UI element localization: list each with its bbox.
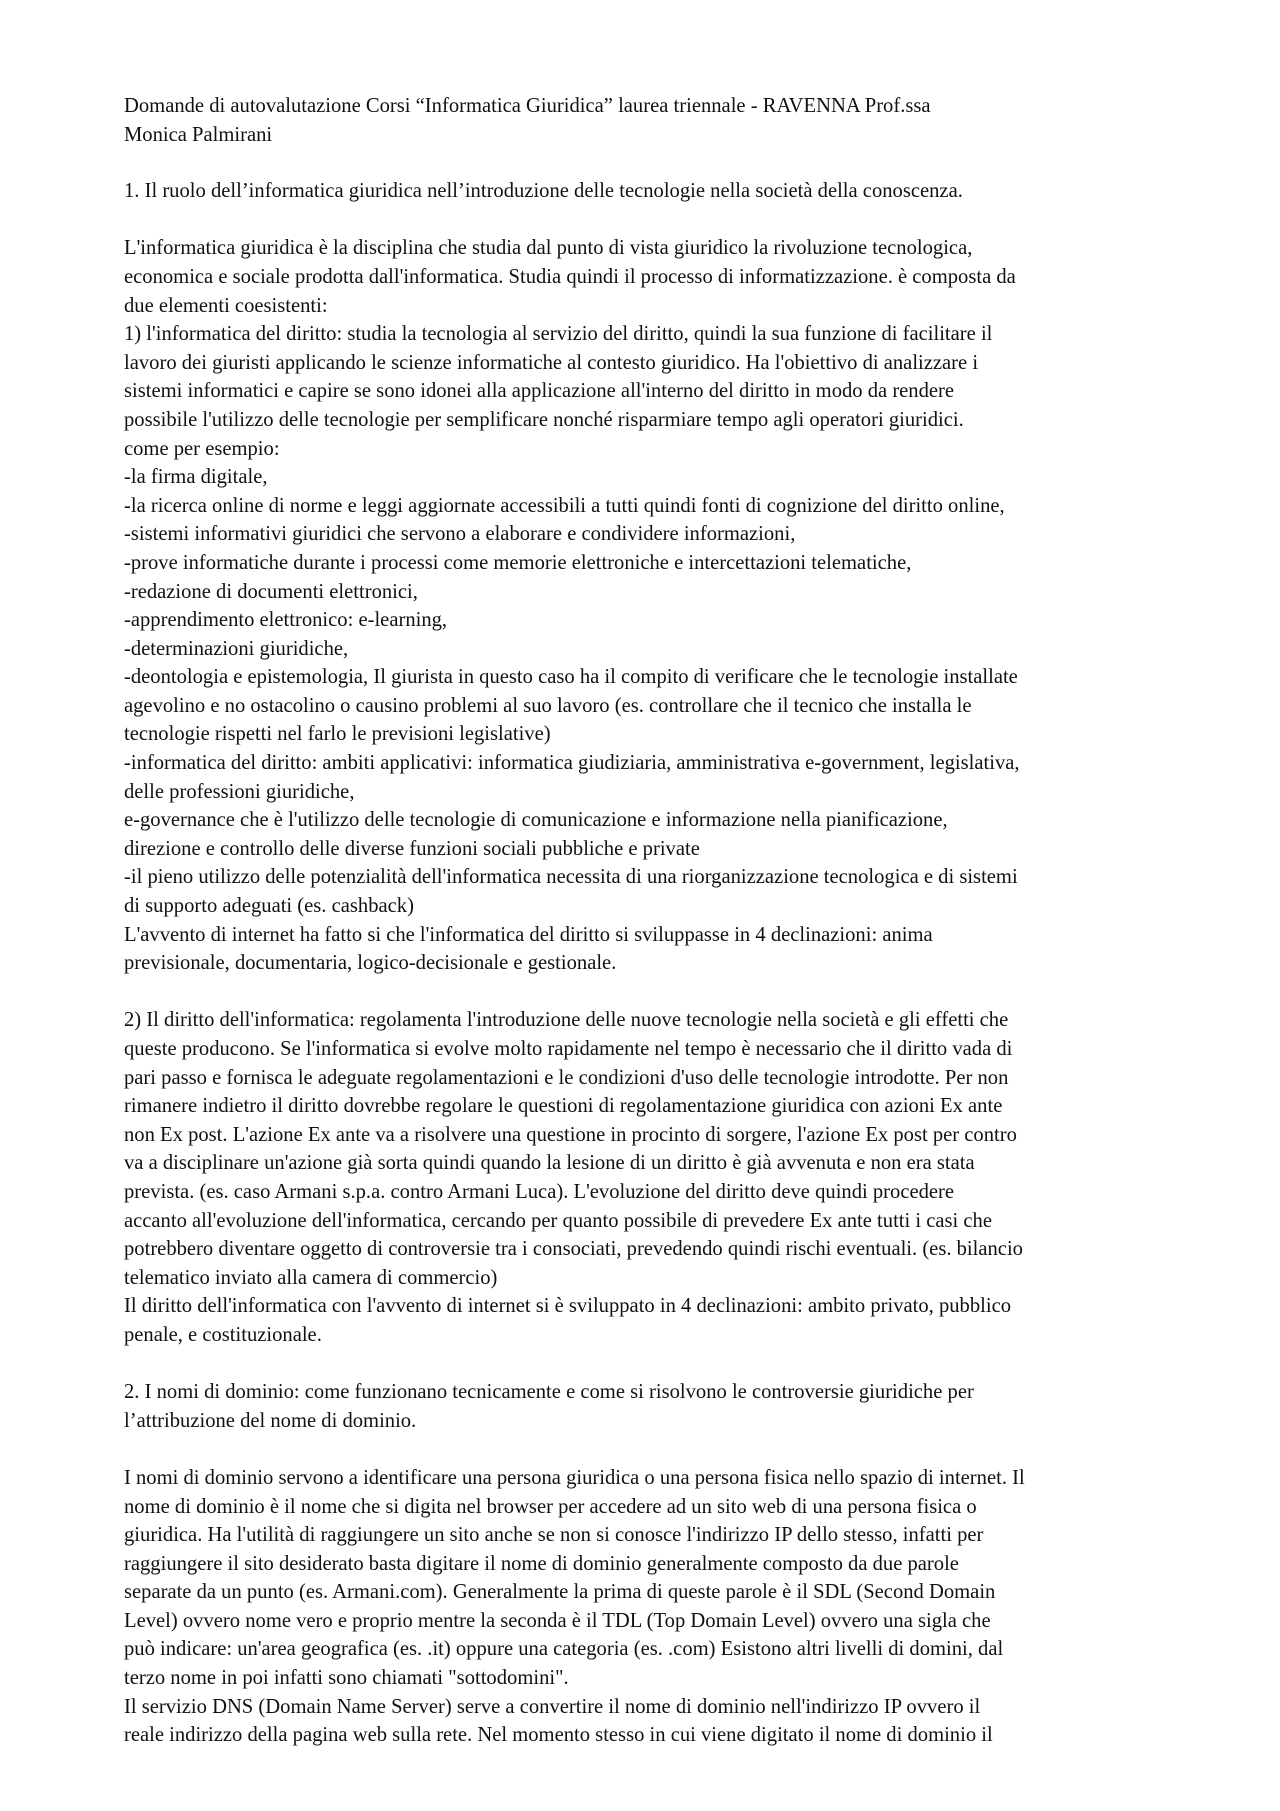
list-item: -informatica del diritto: ambiti applicativi: informatica giudiziaria, amministrativa e-government, legislativa, delle professioni giuridiche, e-governance che è l'utilizzo delle tecnologie di comunicazione e informazione nella pianificazione, direzione e controllo delle diverse funzioni sociali pubbliche e private — [124, 752, 1020, 860]
question-2-heading: 2. I nomi di dominio: come funzionano tecnicamente e come si risolvono le controversie giuridiche per l’attribuzione del nome di dominio. — [124, 1381, 974, 1432]
question-1-heading: 1. Il ruolo dell’informatica giuridica nell’introduzione delle tecnologie nella società della conoscenza. — [124, 180, 963, 203]
document-page — [124, 92, 1174, 1750]
list-item: -determinazioni giuridiche, — [124, 637, 349, 660]
q1-intro-paragraph: L'informatica giuridica è la disciplina che studia dal punto di vista giuridico la rivoluzione tecnologica, economica e sociale prodotta dall'informatica. Studia quindi il processo di informatizzazione. è composta da due elementi coesistenti: 1) l'informatica del diritto: studia la tecnologia al servizio del diritto, quindi la sua funzione di facilitare il lavoro dei giuristi applicando le scienze informatiche al contesto giuridico. Ha l'obiettivo di analizzare i sistemi informatici e capire se sono idonei alla applicazione all'interno del diritto in modo da rendere possibile l'utilizzo delle tecnologie per semplificare nonché risparmiare tempo agli operatori giuridici. come per esempio: — [124, 237, 1016, 460]
list-item: -redazione di documenti elettronici, — [124, 580, 418, 603]
list-item: -il pieno utilizzo delle potenzialità dell'informatica necessita di una riorganizzazione tecnologica e di sistemi di supporto adeguati (es. cashback) — [124, 866, 1018, 918]
document-title: Domande di autovalutazione Corsi “Informatica Giuridica” laurea triennale - RAVENNA Prof.ssa Monica Palmirani — [124, 95, 931, 146]
list-item: -prove informatiche durante i processi come memorie elettroniche e intercettazioni telematiche, — [124, 551, 912, 574]
list-item: -la ricerca online di norme e leggi aggiornate accessibili a tutti quindi fonti di cognizione del diritto online, — [124, 494, 1005, 517]
q1-part2-paragraph: 2) Il diritto dell'informatica: regolamenta l'introduzione delle nuove tecnologie nella società e gli effetti che queste producono. Se l'informatica si evolve molto rapidamente nel tempo è necessario che il diritto vada di pari passo e fornisca le adeguate regolamentazioni e le condizioni d'uso delle tecnologie introdotte. Per non rimanere indietro il diritto dovrebbe regolare le questioni di regolamentazione giuridica con azioni Ex ante non Ex post. L'azione Ex ante va a risolvere una questione in procinto di sorgere, l'azione Ex post per contro va a disciplinare un'azione già sorta quindi quando la lesione di un diritto è già avvenuta e non era stata prevista. (es. caso Armani s.p.a. contro Armani Luca). L'evoluzione del diritto deve quindi procedere accanto all'evoluzione dell'informatica, cercando per quanto possibile di prevedere Ex ante tutti i casi che potrebbero diventare oggetto di controversie tra i consociati, prevedendo quindi rischi eventuali. (es. bilancio telematico inviato alla camera di commercio) Il diritto dell'informatica con l'avvento di internet si è sviluppato in 4 declinazioni: ambito privato, pubblico penale, e costituzionale. — [124, 1009, 1023, 1346]
q1-closing-paragraph: L'avvento di internet ha fatto si che l'informatica del diritto si sviluppasse in 4 declinazioni: anima previsionale, documentaria, logico-decisionale e gestionale. — [124, 923, 933, 975]
list-item: -sistemi informativi giuridici che servono a elaborare e condividere informazioni, — [124, 523, 796, 546]
examples-list — [124, 463, 1174, 921]
q2-body-paragraph: I nomi di dominio servono a identificare una persona giuridica o una persona fisica nello spazio di internet. Il nome di dominio è il nome che si digita nel browser per accedere ad un sito web di una persona fisica o giuridica. Ha l'utilità di raggiungere un sito anche se non si conosce l'indirizzo IP dello stesso, infatti per raggiungere il sito desiderato basta digitare il nome di dominio generalmente composto da due parole separate da un punto (es. Armani.com). Generalmente la prima di queste parole è il SDL (Second Domain Level) ovvero nome vero e proprio mentre la seconda è il TDL (Top Domain Level) ovvero una sigla che può indicare: un'area geografica (es. .it) oppure una categoria (es. .com) Esistono altri livelli di domini, dal terzo nome in poi infatti sono chiamati "sottodomini". Il servizio DNS (Domain Name Server) serve a convertire il nome di dominio nell'indirizzo IP ovvero il reale indirizzo della pagina web sulla rete. Nel momento stesso in cui viene digitato il nome di dominio il — [124, 1466, 1025, 1747]
list-item: -deontologia e epistemologia, Il giurista in questo caso ha il compito di verificare che le tecnologie installate agevolino e no ostacolino o causino problemi al suo lavoro (es. controllare che il tecnico che installa le tecnologie rispetti nel farlo le previsioni legislative) — [124, 666, 1018, 746]
list-item: -la firma digitale, — [124, 466, 268, 489]
list-item: -apprendimento elettronico: e-learning, — [124, 609, 448, 632]
